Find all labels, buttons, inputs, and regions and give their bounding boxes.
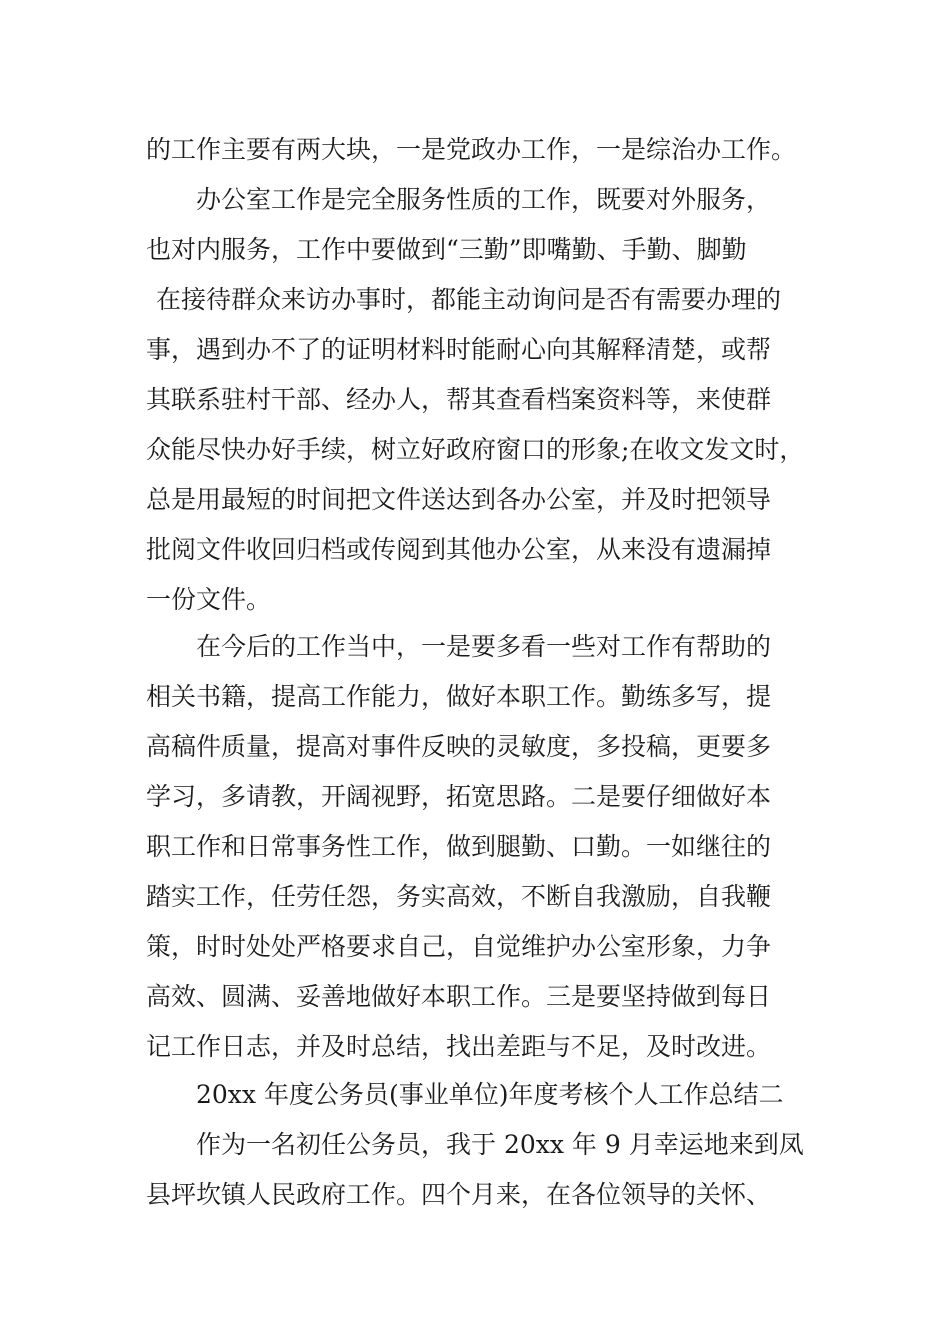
text-line: 也对内服务，工作中要做到“三勤”即嘴勤、手勤、脚勤 bbox=[146, 235, 747, 264]
text-line: 县坪坎镇人民政府工作。四个月来，在各位领导的关怀、 bbox=[146, 1180, 772, 1209]
section-heading: 20xx 年度公务员(事业单位)年度考核个人工作总结二 bbox=[196, 1080, 784, 1109]
text-line: 相关书籍，提高工作能力，做好本职工作。勤练多写，提 bbox=[146, 682, 772, 711]
paragraph-first-line: 办公室工作是完全服务性质的工作，既要对外服务， bbox=[196, 185, 772, 214]
paragraph-first-line: 在今后的工作当中，一是要多看一些对工作有帮助的 bbox=[196, 632, 772, 661]
text-line: 众能尽快办好手续，树立好政府窗口的形象;在收文发文时， bbox=[146, 435, 805, 464]
text-line: 高稿件质量，提高对事件反映的灵敏度，多投稿，更要多 bbox=[146, 732, 772, 761]
text-line: 学习，多请教，开阔视野，拓宽思路。二是要仔细做好本 bbox=[146, 782, 772, 811]
text-line: 记工作日志，并及时总结，找出差距与不足，及时改进。 bbox=[146, 1032, 772, 1061]
text-line: 策，时时处处严格要求自己，自觉维护办公室形象，力争 bbox=[146, 932, 772, 961]
text-line: 职工作和日常事务性工作，做到腿勤、口勤。一如继往的 bbox=[146, 832, 772, 861]
text-line: 的工作主要有两大块，一是党政办工作，一是综治办工作。 bbox=[146, 135, 797, 164]
text-line: 一份文件。 bbox=[146, 585, 272, 614]
text-line: 在接待群众来访办事时，都能主动询问是否有需要办理的 bbox=[156, 285, 782, 314]
text-line: 高效、圆满、妥善地做好本职工作。三是要坚持做到每日 bbox=[146, 982, 772, 1011]
text-line: 其联系驻村干部、经办人，帮其查看档案资料等，来使群 bbox=[146, 385, 772, 414]
text-line: 踏实工作，任劳任怨，务实高效，不断自我激励，自我鞭 bbox=[146, 882, 772, 911]
paragraph-first-line: 作为一名初任公务员，我于 20xx 年 9 月幸运地来到凤 bbox=[196, 1130, 804, 1159]
text-line: 批阅文件收回归档或传阅到其他办公室，从来没有遗漏掉 bbox=[146, 535, 772, 564]
text-line: 总是用最短的时间把文件送达到各办公室，并及时把领导 bbox=[146, 485, 772, 514]
text-line: 事，遇到办不了的证明材料时能耐心向其解释清楚，或帮 bbox=[146, 335, 772, 364]
